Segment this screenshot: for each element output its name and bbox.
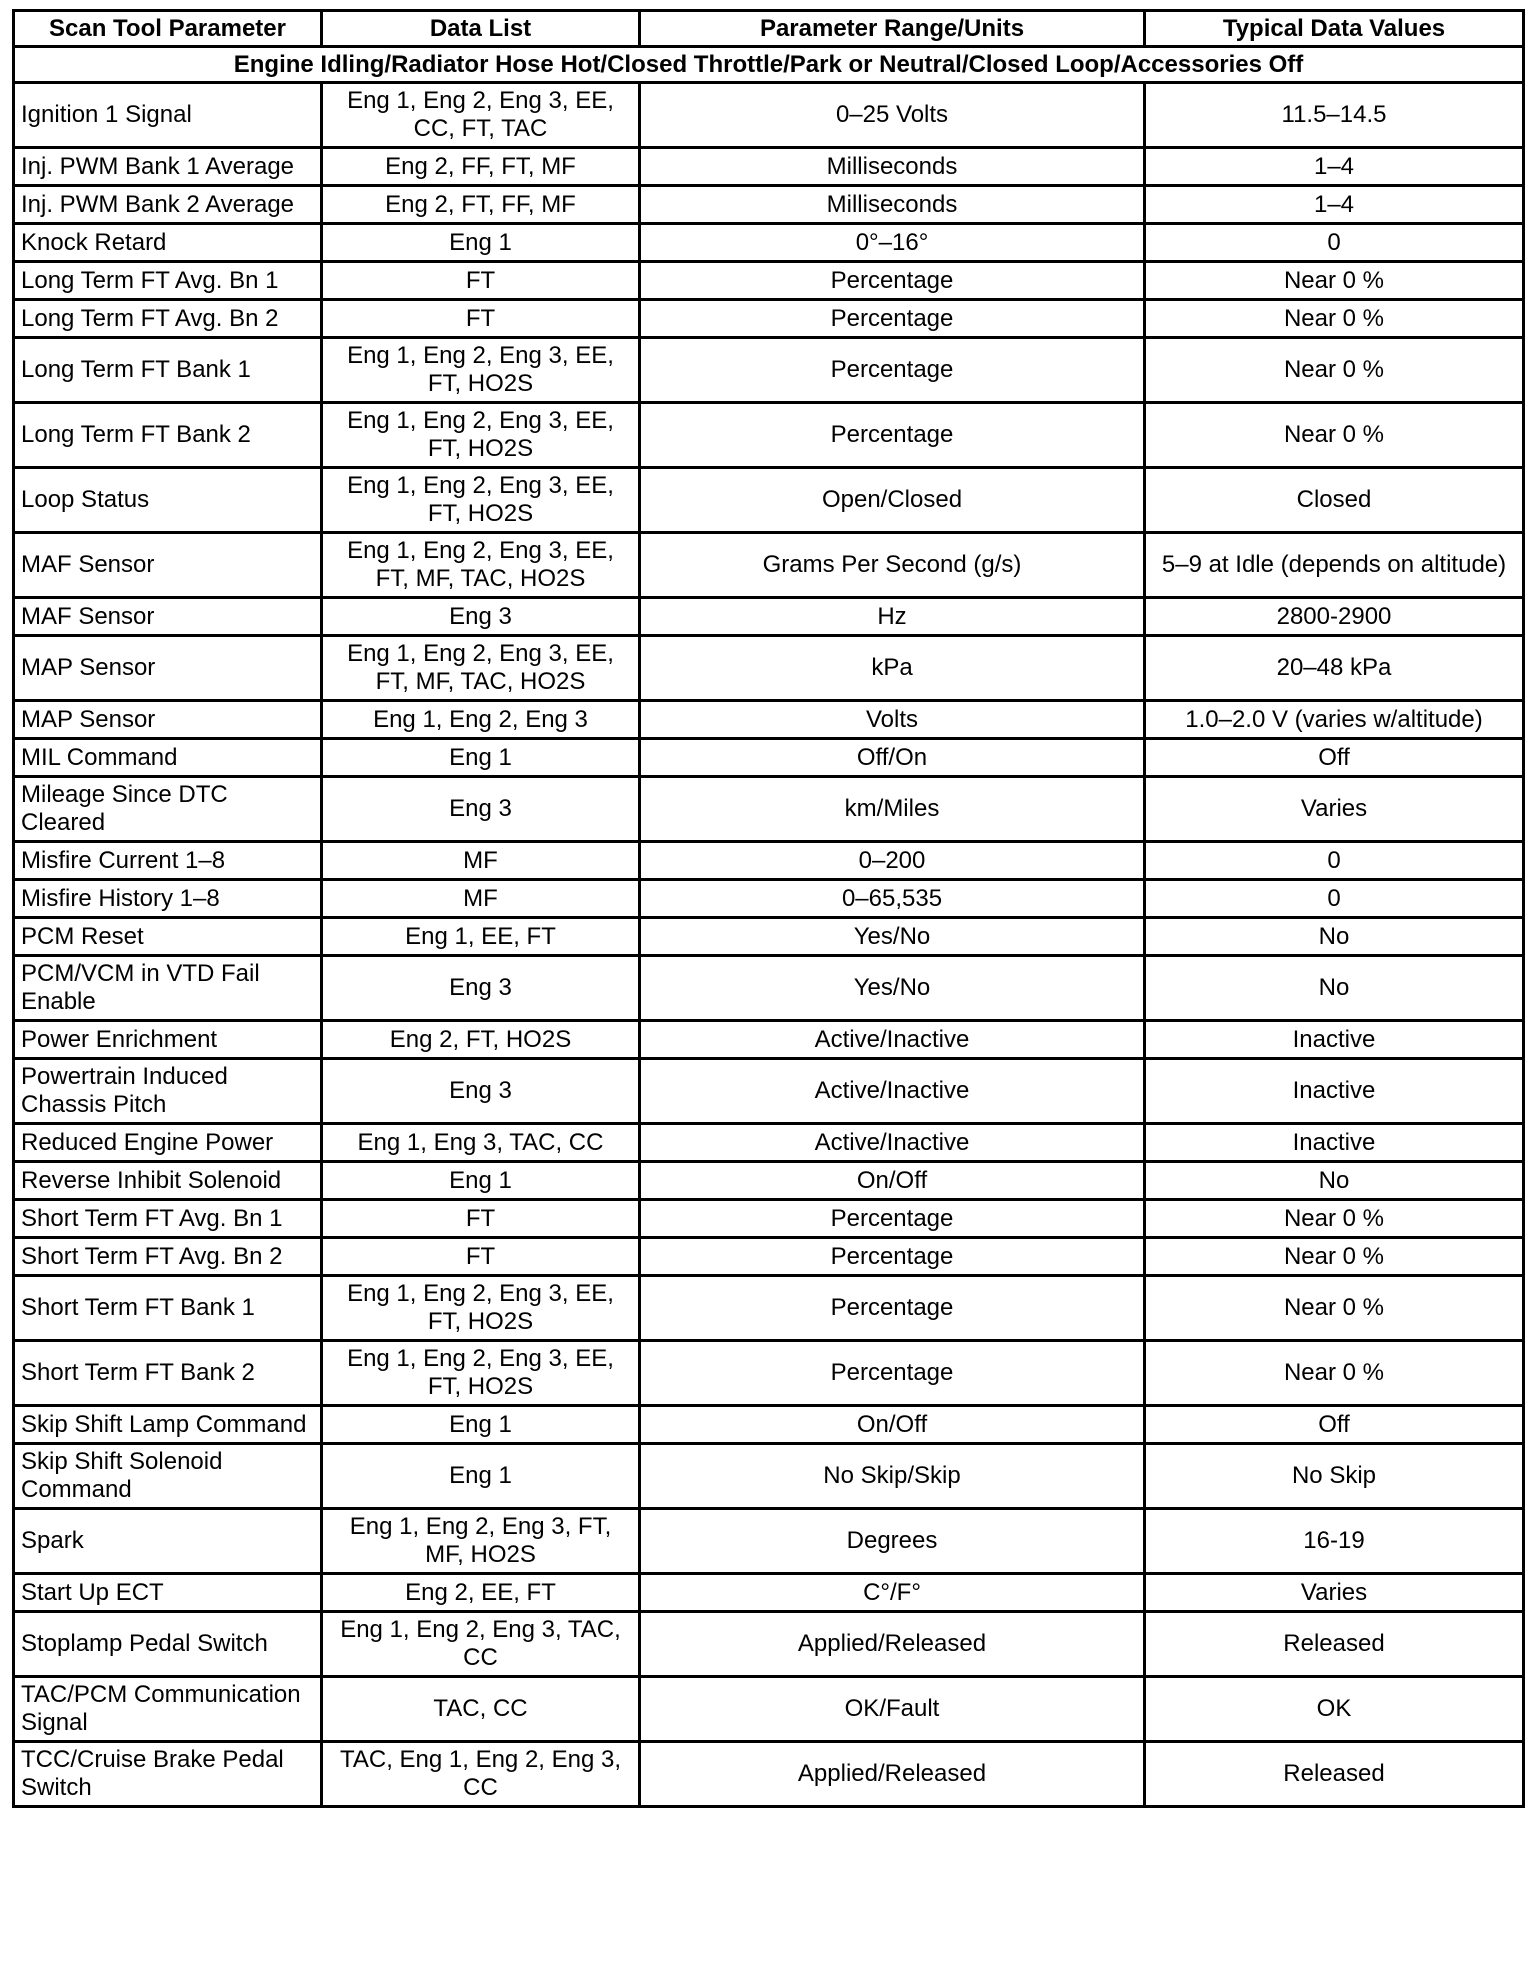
cell-typical: No	[1145, 918, 1524, 956]
cell-data-list: Eng 1, Eng 2, Eng 3	[322, 701, 640, 739]
cell-data-list: FT	[322, 1238, 640, 1276]
table-row	[14, 1238, 1524, 1276]
condition-title: Engine Idling/Radiator Hose Hot/Closed Throttle/Park or Neutral/Closed Loop/Accessories Off	[14, 47, 1524, 83]
table-row	[14, 1059, 1524, 1124]
cell-typical: 2800-2900	[1145, 598, 1524, 636]
table-row	[14, 842, 1524, 880]
cell-parameter: Long Term FT Avg. Bn 1	[14, 262, 322, 300]
cell-parameter: Reduced Engine Power	[14, 1124, 322, 1162]
cell-data-list: Eng 1	[322, 739, 640, 777]
cell-range: C°/F°	[640, 1574, 1145, 1612]
table-row	[14, 148, 1524, 186]
cell-data-list: Eng 1, Eng 3, TAC, CC	[322, 1124, 640, 1162]
cell-range: Applied/Released	[640, 1742, 1145, 1807]
table-row	[14, 1276, 1524, 1341]
cell-range: Percentage	[640, 262, 1145, 300]
table-row	[14, 338, 1524, 403]
cell-typical: 1–4	[1145, 148, 1524, 186]
cell-data-list: MF	[322, 880, 640, 918]
table-row	[14, 739, 1524, 777]
cell-typical: 1.0–2.0 V (varies w/altitude)	[1145, 701, 1524, 739]
cell-parameter: Spark	[14, 1509, 322, 1574]
header-row	[14, 11, 1524, 47]
cell-parameter: MAF Sensor	[14, 533, 322, 598]
cell-typical: 20–48 kPa	[1145, 636, 1524, 701]
cell-range: On/Off	[640, 1406, 1145, 1444]
condition-row	[14, 47, 1524, 83]
table-row	[14, 1341, 1524, 1406]
cell-typical: 5–9 at Idle (depends on altitude)	[1145, 533, 1524, 598]
cell-data-list: Eng 1, Eng 2, Eng 3, EE, FT, HO2S	[322, 1341, 640, 1406]
cell-typical: No	[1145, 1162, 1524, 1200]
cell-data-list: Eng 1	[322, 1162, 640, 1200]
cell-typical: Inactive	[1145, 1059, 1524, 1124]
cell-data-list: Eng 1, Eng 2, Eng 3, FT, MF, HO2S	[322, 1509, 640, 1574]
cell-typical: 11.5–14.5	[1145, 83, 1524, 148]
cell-range: No Skip/Skip	[640, 1444, 1145, 1509]
cell-parameter: Long Term FT Bank 2	[14, 403, 322, 468]
table-row	[14, 186, 1524, 224]
cell-data-list: TAC, CC	[322, 1677, 640, 1742]
cell-parameter: Start Up ECT	[14, 1574, 322, 1612]
cell-data-list: Eng 3	[322, 956, 640, 1021]
table-row	[14, 956, 1524, 1021]
cell-typical: Near 0 %	[1145, 1341, 1524, 1406]
cell-typical: Varies	[1145, 777, 1524, 842]
cell-parameter: Short Term FT Bank 1	[14, 1276, 322, 1341]
cell-data-list: FT	[322, 1200, 640, 1238]
cell-range: Applied/Released	[640, 1612, 1145, 1677]
cell-range: Hz	[640, 598, 1145, 636]
cell-parameter: Short Term FT Avg. Bn 2	[14, 1238, 322, 1276]
table-row	[14, 1124, 1524, 1162]
cell-range: 0°–16°	[640, 224, 1145, 262]
cell-data-list: Eng 1, Eng 2, Eng 3, EE, FT, HO2S	[322, 468, 640, 533]
cell-typical: Inactive	[1145, 1124, 1524, 1162]
cell-range: Percentage	[640, 1200, 1145, 1238]
cell-range: Milliseconds	[640, 186, 1145, 224]
cell-typical: 0	[1145, 224, 1524, 262]
cell-range: Percentage	[640, 300, 1145, 338]
cell-parameter: Misfire History 1–8	[14, 880, 322, 918]
cell-data-list: Eng 2, EE, FT	[322, 1574, 640, 1612]
table-row	[14, 403, 1524, 468]
scan-tool-data-table	[12, 9, 1525, 1808]
cell-range: 0–200	[640, 842, 1145, 880]
header-scan-tool-parameter: Scan Tool Parameter	[14, 11, 322, 47]
cell-typical: 16-19	[1145, 1509, 1524, 1574]
cell-parameter: Long Term FT Bank 1	[14, 338, 322, 403]
cell-parameter: PCM/VCM in VTD Fail Enable	[14, 956, 322, 1021]
cell-typical: No Skip	[1145, 1444, 1524, 1509]
cell-parameter: Inj. PWM Bank 1 Average	[14, 148, 322, 186]
table-row	[14, 1677, 1524, 1742]
cell-range: Active/Inactive	[640, 1059, 1145, 1124]
cell-data-list: Eng 1, Eng 2, Eng 3, EE, FT, HO2S	[322, 403, 640, 468]
cell-range: Percentage	[640, 338, 1145, 403]
cell-data-list: Eng 1	[322, 1444, 640, 1509]
cell-typical: Off	[1145, 739, 1524, 777]
table-row	[14, 598, 1524, 636]
cell-range: Percentage	[640, 1341, 1145, 1406]
cell-parameter: Stoplamp Pedal Switch	[14, 1612, 322, 1677]
cell-parameter: Knock Retard	[14, 224, 322, 262]
cell-range: km/Miles	[640, 777, 1145, 842]
cell-range: Percentage	[640, 1238, 1145, 1276]
cell-parameter: MAP Sensor	[14, 701, 322, 739]
table-row	[14, 300, 1524, 338]
cell-typical: Varies	[1145, 1574, 1524, 1612]
table-row	[14, 1444, 1524, 1509]
table-row	[14, 880, 1524, 918]
cell-data-list: Eng 1, Eng 2, Eng 3, EE, FT, MF, TAC, HO2S	[322, 533, 640, 598]
cell-typical: Near 0 %	[1145, 262, 1524, 300]
table-row	[14, 533, 1524, 598]
table-row	[14, 701, 1524, 739]
cell-typical: Near 0 %	[1145, 1200, 1524, 1238]
cell-range: Grams Per Second (g/s)	[640, 533, 1145, 598]
cell-range: Percentage	[640, 403, 1145, 468]
cell-typical: 0	[1145, 880, 1524, 918]
cell-data-list: Eng 2, FF, FT, MF	[322, 148, 640, 186]
cell-data-list: TAC, Eng 1, Eng 2, Eng 3, CC	[322, 1742, 640, 1807]
table-row	[14, 224, 1524, 262]
table-row	[14, 1509, 1524, 1574]
cell-parameter: Skip Shift Lamp Command	[14, 1406, 322, 1444]
table-row	[14, 1406, 1524, 1444]
table-row	[14, 918, 1524, 956]
cell-range: Active/Inactive	[640, 1021, 1145, 1059]
cell-parameter: Short Term FT Bank 2	[14, 1341, 322, 1406]
cell-data-list: Eng 3	[322, 598, 640, 636]
cell-data-list: FT	[322, 300, 640, 338]
cell-data-list: Eng 3	[322, 1059, 640, 1124]
cell-typical: Released	[1145, 1742, 1524, 1807]
cell-range: Volts	[640, 701, 1145, 739]
cell-parameter: MAF Sensor	[14, 598, 322, 636]
cell-parameter: Short Term FT Avg. Bn 1	[14, 1200, 322, 1238]
cell-typical: OK	[1145, 1677, 1524, 1742]
cell-data-list: Eng 2, FT, HO2S	[322, 1021, 640, 1059]
cell-data-list: Eng 3	[322, 777, 640, 842]
cell-range: 0–25 Volts	[640, 83, 1145, 148]
cell-typical: 0	[1145, 842, 1524, 880]
cell-parameter: Ignition 1 Signal	[14, 83, 322, 148]
cell-data-list: FT	[322, 262, 640, 300]
table-row	[14, 83, 1524, 148]
cell-parameter: Loop Status	[14, 468, 322, 533]
cell-range: 0–65,535	[640, 880, 1145, 918]
cell-data-list: MF	[322, 842, 640, 880]
cell-data-list: Eng 1, Eng 2, Eng 3, EE, FT, MF, TAC, HO2S	[322, 636, 640, 701]
cell-typical: Near 0 %	[1145, 1238, 1524, 1276]
table-row	[14, 636, 1524, 701]
cell-parameter: PCM Reset	[14, 918, 322, 956]
table-row	[14, 1612, 1524, 1677]
cell-range: On/Off	[640, 1162, 1145, 1200]
header-typical-values: Typical Data Values	[1145, 11, 1524, 47]
cell-parameter: MIL Command	[14, 739, 322, 777]
cell-range: Off/On	[640, 739, 1145, 777]
table-row	[14, 1200, 1524, 1238]
cell-parameter: Skip Shift Solenoid Command	[14, 1444, 322, 1509]
cell-parameter: Power Enrichment	[14, 1021, 322, 1059]
table-body	[14, 47, 1524, 1807]
cell-parameter: Mileage Since DTC Cleared	[14, 777, 322, 842]
cell-parameter: MAP Sensor	[14, 636, 322, 701]
header-data-list: Data List	[322, 11, 640, 47]
cell-range: Degrees	[640, 1509, 1145, 1574]
header-parameter-range: Parameter Range/Units	[640, 11, 1145, 47]
cell-typical: 1–4	[1145, 186, 1524, 224]
table-row	[14, 468, 1524, 533]
table-row	[14, 777, 1524, 842]
cell-range: OK/Fault	[640, 1677, 1145, 1742]
cell-data-list: Eng 1, Eng 2, Eng 3, EE, FT, HO2S	[322, 338, 640, 403]
cell-typical: Off	[1145, 1406, 1524, 1444]
cell-range: Yes/No	[640, 918, 1145, 956]
cell-parameter: Long Term FT Avg. Bn 2	[14, 300, 322, 338]
cell-parameter: Reverse Inhibit Solenoid	[14, 1162, 322, 1200]
cell-parameter: Inj. PWM Bank 2 Average	[14, 186, 322, 224]
cell-range: Active/Inactive	[640, 1124, 1145, 1162]
cell-typical: Released	[1145, 1612, 1524, 1677]
cell-parameter: Powertrain Induced Chassis Pitch	[14, 1059, 322, 1124]
table-row	[14, 1574, 1524, 1612]
cell-data-list: Eng 1	[322, 1406, 640, 1444]
cell-range: Percentage	[640, 1276, 1145, 1341]
cell-data-list: Eng 1, Eng 2, Eng 3, EE, FT, HO2S	[322, 1276, 640, 1341]
table-row	[14, 1021, 1524, 1059]
cell-typical: Near 0 %	[1145, 300, 1524, 338]
cell-typical: Near 0 %	[1145, 1276, 1524, 1341]
cell-typical: Near 0 %	[1145, 338, 1524, 403]
cell-range: kPa	[640, 636, 1145, 701]
cell-typical: Closed	[1145, 468, 1524, 533]
cell-parameter: TAC/PCM Communication Signal	[14, 1677, 322, 1742]
cell-data-list: Eng 1	[322, 224, 640, 262]
table-row	[14, 1742, 1524, 1807]
table-row	[14, 1162, 1524, 1200]
cell-data-list: Eng 2, FT, FF, MF	[322, 186, 640, 224]
cell-range: Yes/No	[640, 956, 1145, 1021]
cell-typical: No	[1145, 956, 1524, 1021]
cell-typical: Near 0 %	[1145, 403, 1524, 468]
table-row	[14, 262, 1524, 300]
cell-range: Milliseconds	[640, 148, 1145, 186]
cell-parameter: Misfire Current 1–8	[14, 842, 322, 880]
cell-typical: Inactive	[1145, 1021, 1524, 1059]
cell-range: Open/Closed	[640, 468, 1145, 533]
cell-data-list: Eng 1, EE, FT	[322, 918, 640, 956]
cell-data-list: Eng 1, Eng 2, Eng 3, EE, CC, FT, TAC	[322, 83, 640, 148]
cell-parameter: TCC/Cruise Brake Pedal Switch	[14, 1742, 322, 1807]
cell-data-list: Eng 1, Eng 2, Eng 3, TAC, CC	[322, 1612, 640, 1677]
